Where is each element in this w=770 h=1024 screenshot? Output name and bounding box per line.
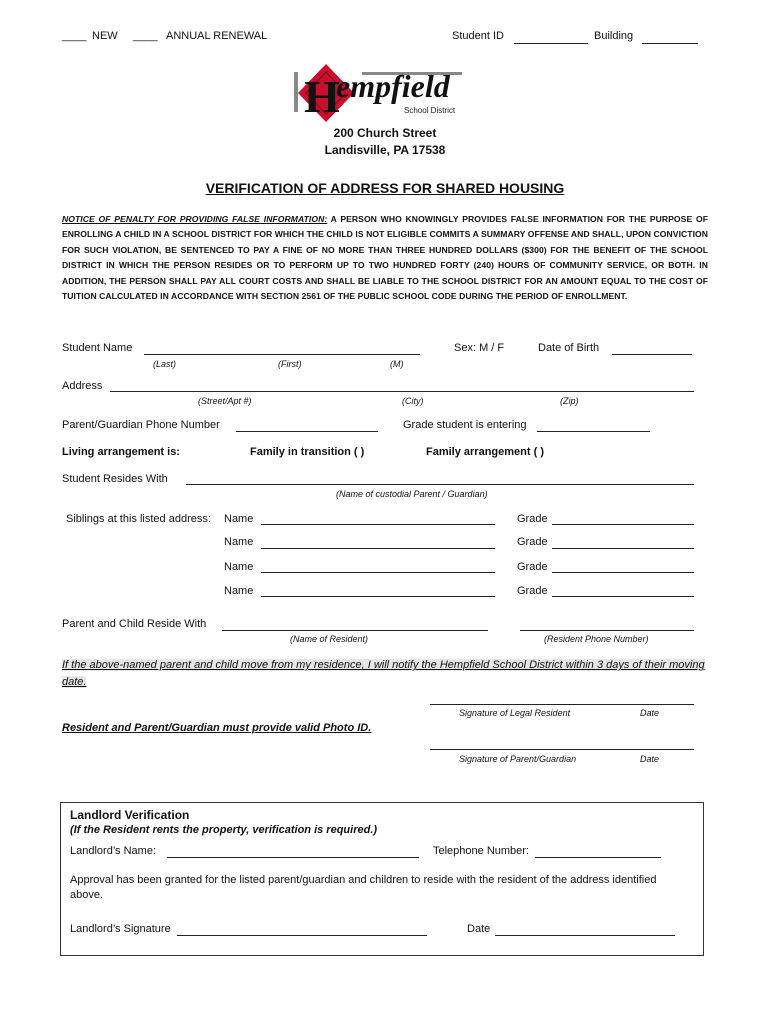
landlord-signature-field[interactable]	[177, 935, 427, 936]
dob-label: Date of Birth	[538, 342, 600, 354]
sibling-name-field[interactable]	[261, 572, 495, 573]
sibling-grade-label: Grade	[517, 513, 548, 525]
guardian-signature-caption: Signature of Parent/Guardian	[459, 754, 577, 764]
city-caption: (City)	[402, 396, 424, 406]
resident-phone-field[interactable]	[520, 630, 694, 631]
logo-wordmark: empfield	[336, 68, 450, 104]
move-notice-text: If the above-named parent and child move from my residence, I will notify the Hempfield School District within 3 days of their moving date.	[62, 659, 705, 688]
custodial-caption: (Name of custodial Parent / Guardian)	[336, 489, 488, 499]
family-arrangement-option[interactable]: Family arrangement ( )	[426, 446, 544, 458]
building-field[interactable]	[642, 43, 698, 44]
landlord-telephone-label: Telephone Number:	[433, 845, 530, 857]
sibling-grade-label: Grade	[517, 536, 548, 548]
sibling-grade-field[interactable]	[552, 548, 694, 549]
sibling-grade-label: Grade	[517, 561, 548, 573]
last-caption: (Last)	[153, 359, 177, 369]
sibling-grade-field[interactable]	[552, 572, 694, 573]
resides-with-field[interactable]	[186, 484, 694, 485]
living-arrangement-label: Living arrangement is:	[62, 446, 180, 458]
notice-body: A PERSON WHO KNOWINGLY PROVIDES FALSE INFORMATION FOR THE PURPOSE OF ENROLLING A CHILD IN A SCHOOL DISTRICT FOR WHICH THE CHILD IS NOT ELIGIBLE COMMITS A SUMMARY OFFENSE AND SHALL, UPON CONVICTION FOR SUCH VIOLATION, BE SENTENCED TO PAY A FINE OF NO MORE THAN THREE HUNDRED DOLLARS ($300) FOR THE BENEFIT OF THE SCHOOL DISTRICT IN WHICH THE PERSON RESIDES OR TO PERFORM UP TO TWO HUNDRED FORTY (240) HOURS OF COMMUNITY SERVICE, OR BOTH. IN ADDITION, THE PERSON SHALL PAY ALL COURT COSTS AND SHALL BE LIABLE TO THE SCHOOL DISTRICT FOR AN AMOUNT EQUAL TO THE COST OF TUITION CALCULATED IN ACCORDANCE WITH SECTION 2561 OF THE PUBLIC SCHOOL CODE DURING THE PERIOD OF ENROLLMENT.	[62, 214, 709, 302]
landlord-telephone-field[interactable]	[535, 857, 661, 858]
sex-field[interactable]: Sex: M / F	[454, 342, 505, 354]
address-label: Address	[62, 380, 103, 392]
guardian-date-caption: Date	[640, 754, 660, 764]
photo-id-notice: Resident and Parent/Guardian must provide valid Photo ID.	[62, 722, 372, 734]
dob-field[interactable]	[612, 354, 692, 355]
renewal-checkbox-blank[interactable]: ____	[133, 30, 158, 42]
sibling-name-label: Name	[224, 536, 254, 548]
sibling-name-field[interactable]	[261, 596, 495, 597]
landlord-verification-box	[60, 802, 704, 956]
landlord-name-field[interactable]	[167, 857, 419, 858]
student-name-label: Student Name	[62, 342, 133, 354]
landlord-heading: Landlord Verification	[70, 808, 190, 822]
landlord-note: (If the Resident rents the property, verification is required.)	[70, 824, 378, 836]
phone-field[interactable]	[236, 431, 378, 432]
resident-signature-caption: Signature of Legal Resident	[459, 708, 571, 718]
hempfield-logo	[292, 62, 472, 124]
district-city: Landisville, PA 17538	[324, 143, 446, 157]
resident-signature-field[interactable]	[430, 704, 694, 705]
landlord-approval-text: Approval has been granted for the listed parent/guardian and children to reside with the resident of the address identified above.	[70, 874, 657, 901]
guardian-signature-field[interactable]	[430, 749, 694, 750]
student-name-field[interactable]	[144, 354, 420, 355]
resident-name-caption: (Name of Resident)	[290, 634, 369, 644]
phone-label: Parent/Guardian Phone Number	[62, 419, 220, 431]
resides-with-label: Student Resides With	[62, 473, 168, 485]
landlord-date-field[interactable]	[495, 935, 675, 936]
grade-entering-label: Grade student is entering	[403, 419, 527, 431]
siblings-label: Siblings at this listed address:	[66, 513, 211, 525]
resident-phone-caption: (Resident Phone Number)	[544, 634, 649, 644]
street-caption: (Street/Apt #)	[198, 396, 252, 406]
resident-date-caption: Date	[640, 708, 660, 718]
sibling-name-label: Name	[224, 561, 254, 573]
student-id-field[interactable]	[514, 43, 588, 44]
sibling-name-field[interactable]	[261, 548, 495, 549]
resident-name-field[interactable]	[222, 630, 488, 631]
landlord-signature-label: Landlord’s Signature	[70, 923, 171, 935]
family-transition-option[interactable]: Family in transition ( )	[250, 446, 365, 458]
sibling-name-field[interactable]	[261, 524, 495, 525]
sibling-name-label: Name	[224, 513, 254, 525]
landlord-date-label: Date	[467, 923, 491, 935]
building-label: Building	[594, 30, 634, 42]
sibling-name-label: Name	[224, 585, 254, 597]
landlord-name-label: Landlord’s Name:	[70, 845, 157, 857]
annual-renewal-label: ANNUAL RENEWAL	[166, 30, 268, 42]
sibling-grade-field[interactable]	[552, 524, 694, 525]
svg-text:H: H	[304, 71, 340, 122]
page-title: VERIFICATION OF ADDRESS FOR SHARED HOUSING	[205, 180, 565, 196]
parent-child-label: Parent and Child Reside With	[62, 618, 207, 630]
new-checkbox-blank[interactable]: ____	[62, 30, 87, 42]
logo-subtitle: School District	[404, 106, 456, 115]
first-caption: (First)	[278, 359, 302, 369]
penalty-notice	[62, 212, 708, 304]
address-field[interactable]	[110, 391, 694, 392]
notice-lead: NOTICE OF PENALTY FOR PROVIDING FALSE INFORMATION:	[62, 214, 328, 224]
district-street: 200 Church Street	[333, 126, 437, 140]
middle-caption: (M)	[390, 359, 404, 369]
zip-caption: (Zip)	[560, 396, 579, 406]
sibling-grade-label: Grade	[517, 585, 548, 597]
move-notice	[62, 657, 712, 691]
grade-entering-field[interactable]	[537, 431, 650, 432]
sibling-grade-field[interactable]	[552, 596, 694, 597]
new-label: NEW	[92, 30, 118, 42]
student-id-label: Student ID	[452, 30, 504, 42]
